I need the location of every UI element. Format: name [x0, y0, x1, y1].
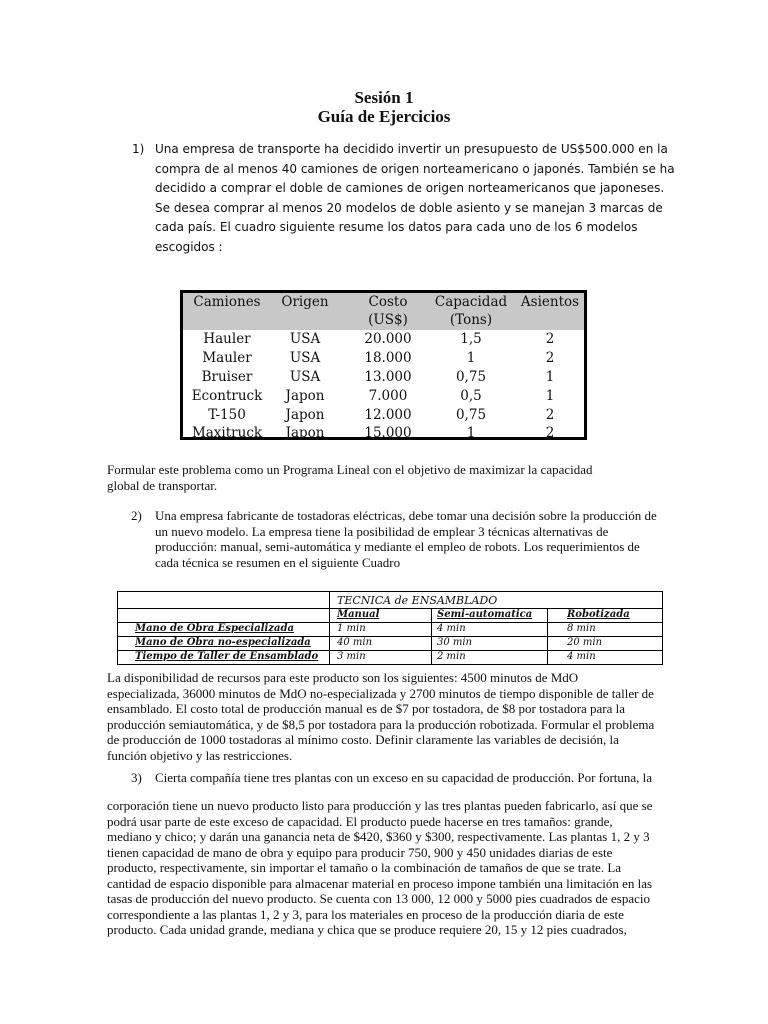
trucks-cell: 1	[545, 388, 555, 404]
paragraph-line: corporación tiene un nuevo producto listo para producción y las tres plantas pueden fabricarlo, así que se	[107, 798, 653, 813]
paragraph-line: cantidad de espacio disponible para almacenar material en proceso impone también una limitación en las	[107, 875, 653, 891]
problem-2-statement	[155, 508, 657, 570]
trucks-cell: Japon	[285, 407, 325, 423]
table-rule	[117, 591, 663, 592]
technique-cell: 4 min	[437, 623, 466, 634]
paragraph-line: mediano y chico; y darán una ganancia neta de $420, $360 y $300, respectivamente. Las plantas 1, 2 y 3	[107, 829, 650, 844]
technique-col-header: Semi-automatica	[437, 609, 533, 620]
technique-row-label: Tiempo de Taller de Ensamblado	[135, 651, 319, 662]
trucks-cell: 1	[466, 350, 476, 366]
technique-col-header: Manual	[337, 609, 380, 620]
trucks-cell: T-150	[208, 407, 246, 423]
trucks-cell: Mauler	[202, 350, 252, 366]
technique-col-header: Robotizada	[567, 609, 630, 620]
trucks-col-subheader: (US$)	[368, 312, 408, 328]
problem-2-resources	[107, 670, 654, 763]
table-rule	[117, 664, 663, 665]
assembly-technique-table	[117, 591, 663, 667]
trucks-table	[180, 290, 587, 440]
technique-cell: 1 min	[337, 623, 366, 634]
trucks-cell: 1	[466, 425, 476, 441]
trucks-col-header: Camiones	[193, 294, 261, 310]
trucks-cell: Japon	[285, 425, 325, 441]
problem-1-line: Una empresa de transporte ha decidido invertir un presupuesto de US$500.000 en la	[155, 142, 668, 156]
technique-cell: 4 min	[567, 651, 596, 662]
trucks-cell: 0,75	[455, 369, 487, 385]
problem-1-number: 1)	[132, 142, 145, 156]
problem-1-instruction	[107, 462, 593, 493]
trucks-cell: 12.000	[364, 407, 412, 423]
paragraph-line: Formular este problema como un Programa Lineal con el objetivo de maximizar la capacidad	[107, 462, 593, 477]
paragraph-line: producto, respectivamente, sin importar el tamaño o la combinación de tamaños de que se trate. La	[107, 860, 622, 875]
paragraph-line: función objetivo y las restricciones.	[107, 747, 293, 763]
trucks-cell: USA	[289, 331, 321, 347]
problem-1-line: Se desea comprar al menos 20 modelos de doble asiento y se manejan 3 marcas de	[155, 200, 663, 215]
trucks-cell: 18.000	[364, 350, 412, 366]
table-rule	[431, 608, 432, 665]
trucks-cell: 2	[545, 407, 555, 423]
trucks-cell: 1,5	[460, 331, 482, 347]
problem-1-line: cada país. El cuadro siguiente resume los datos para cada uno de los 6 modelos	[155, 220, 638, 234]
table-rule	[329, 591, 330, 665]
trucks-cell: 0,5	[460, 388, 482, 404]
paragraph-line: ensamblado. El costo total de producción manual es de $7 por tostadora, de $8 por tostadora para la	[107, 701, 626, 716]
trucks-col-header: Capacidad	[434, 294, 508, 310]
trucks-cell: 2	[545, 425, 555, 441]
table-rule	[662, 591, 663, 665]
trucks-cell: 2	[545, 350, 555, 366]
trucks-col-header: Costo	[368, 294, 408, 310]
technique-row-label: Mano de Obra no-especializada	[135, 637, 311, 648]
trucks-cell: USA	[289, 350, 321, 366]
trucks-cell: Bruiser	[201, 369, 253, 385]
table-rule	[547, 608, 548, 665]
trucks-cell: 1	[545, 369, 555, 385]
trucks-col-header: Asientos	[520, 294, 580, 310]
trucks-col-header: Origen	[281, 294, 329, 310]
technique-cell: 40 min	[337, 637, 373, 648]
trucks-cell: Hauler	[203, 331, 251, 347]
technique-cell: 20 min	[567, 637, 603, 648]
problem-3-first-line: Cierta compañía tiene tres plantas con un exceso en su capacidad de producción. Por fortuna, la	[155, 770, 653, 785]
technique-cell: 8 min	[567, 623, 596, 634]
problem-3-number: 3)	[131, 770, 142, 785]
trucks-col-subheader: (Tons)	[449, 312, 493, 328]
paragraph-line: La disponibilidad de recursos para este producto son los siguientes: 4500 minutos de MdO	[107, 670, 579, 685]
paragraph-line: tienen capacidad de mano de obra y equipo para producir 750, 900 y 450 unidades diarias de este	[107, 844, 613, 860]
paragraph-line: Una empresa fabricante de tostadoras eléctricas, debe tomar una decisión sobre la producción de	[155, 508, 657, 523]
trucks-cell: 0,75	[455, 407, 487, 423]
trucks-cell: USA	[289, 369, 321, 385]
trucks-cell: Maxitruck	[191, 425, 263, 441]
problem-1-line: compra de al menos 40 camiones de origen norteamericano o japonés. También se ha	[155, 161, 675, 176]
technique-cell: 2 min	[437, 651, 466, 662]
paragraph-line: especializada, 36000 minutos de MdO no-especializada y 2700 minutos de tiempo disponible de taller de	[107, 685, 654, 701]
trucks-cell: 7.000	[368, 388, 408, 404]
paragraph-line: de producción de 1000 tostadoras al mínimo costo. Definir claramente las variables de decisión, la	[107, 732, 619, 747]
paragraph-line: correspondiente a las plantas 1, 2 y 3, para los materiales en proceso de la producción diaria de este	[107, 906, 624, 922]
paragraph-line: producción: manual, semi-automática y mediante el empleo de robots. Los requerimientos de	[155, 539, 640, 554]
paragraph-line: global de transportar.	[107, 477, 218, 493]
trucks-cell: 15.000	[364, 425, 412, 441]
paragraph-line: tasas de producción del nuevo producto. Se cuenta con 13 000, 12 000 y 5000 pies cuadrados de espacio	[107, 891, 650, 906]
problem-1-line: decidido a comprar el doble de camiones de origen norteamericanos que japoneses.	[155, 181, 665, 195]
page-subtitle: Guía de Ejercicios	[317, 107, 451, 126]
trucks-cell: Japon	[285, 388, 325, 404]
paragraph-line: cada técnica se resumen en el siguiente Cuadro	[155, 554, 401, 570]
technique-row-label: Mano de Obra Especializada	[135, 623, 294, 634]
page-title: Sesión 1	[354, 88, 414, 107]
trucks-cell: Econtruck	[191, 388, 263, 404]
problem-2-number: 2)	[131, 508, 142, 523]
trucks-cell: 20.000	[364, 331, 412, 347]
problem-3-statement	[107, 798, 652, 938]
technique-group-header: TECNICA de ENSAMBLADO	[337, 594, 498, 607]
technique-cell: 30 min	[437, 637, 473, 648]
paragraph-line: producto. Cada unidad grande, mediana y chica que se produce requiere 20, 15 y 12 pies cuadrados,	[107, 922, 627, 937]
technique-cell: 3 min	[337, 651, 366, 662]
paragraph-line: podrá usar parte de este exceso de capacidad. El producto puede hacerse en tres tamaños: grande,	[107, 813, 613, 829]
paragraph-line: un nuevo modelo. La empresa tiene la posibilidad de emplear 3 técnicas alternativas de	[155, 523, 609, 539]
trucks-cell: 13.000	[364, 369, 412, 385]
problem-1-statement	[155, 140, 675, 257]
trucks-cell: 2	[545, 331, 555, 347]
table-rule	[117, 591, 118, 665]
problem-1-line: escogidos :	[155, 239, 223, 254]
paragraph-line: producción semiautomática, y de $8,5 por tostadora para la producción robotizada. Formular el problema	[107, 716, 655, 732]
